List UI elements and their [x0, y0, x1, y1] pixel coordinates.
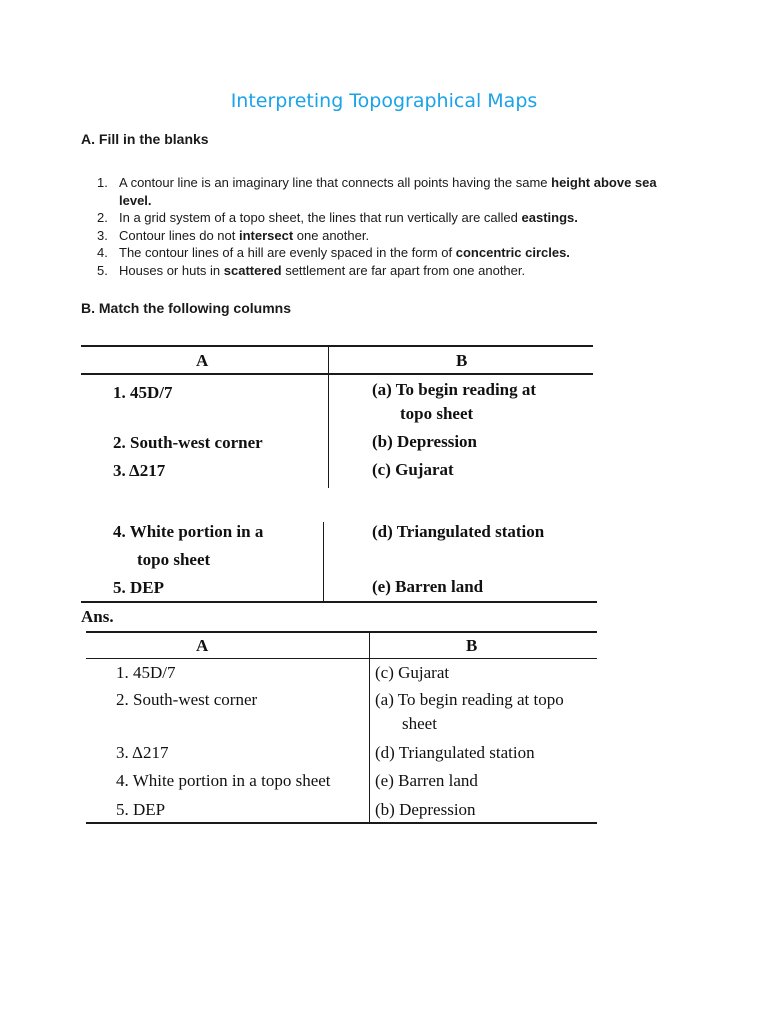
list-item: 2. In a grid system of a topo sheet, the lines that run vertically are called eastings. — [97, 210, 578, 225]
match-item-b: (c) Gujarat — [372, 460, 454, 479]
answer-item-b: sheet — [402, 714, 437, 733]
match-item-a: 4. White portion in a — [113, 522, 264, 541]
match-item-a: topo sheet — [137, 550, 211, 569]
match-item-b: topo sheet — [400, 404, 474, 423]
section-b-heading: B. Match the following columns — [81, 300, 291, 316]
page-title: Interpreting Topographical Maps — [230, 90, 538, 112]
answer-item-b: (e) Barren land — [375, 771, 478, 790]
match-item-b: (d) Triangulated station — [372, 522, 545, 541]
table-rule — [81, 601, 597, 603]
answer-item-b: (b) Depression — [375, 800, 476, 819]
table-rule — [81, 345, 593, 347]
answer-item-a: 1. 45D/7 — [116, 663, 176, 682]
list-item: 5. Houses or huts in scattered settlement are far apart from one another. — [97, 262, 526, 278]
match-item-a: 3. Δ217 — [113, 461, 166, 480]
answer-item-b: (d) Triangulated station — [375, 743, 535, 762]
match-item-b: (e) Barren land — [372, 577, 484, 596]
column-header-b: B — [466, 636, 478, 655]
column-divider — [369, 632, 370, 824]
answer-item-a: 4. White portion in a topo sheet — [116, 771, 331, 790]
list-item: 3. Contour lines do not intersect one another. — [97, 227, 370, 243]
answer-item-a: 5. DEP — [116, 800, 166, 819]
column-header-a: A — [196, 351, 209, 370]
table-rule — [81, 373, 593, 375]
answer-item-a: 3. Δ217 — [116, 743, 169, 762]
answer-item-b: (a) To begin reading at topo — [375, 690, 564, 709]
answer-item-a: 2. South-west corner — [116, 690, 258, 709]
answer-label: Ans. — [81, 607, 114, 626]
column-header-b: B — [456, 351, 468, 370]
list-item: 4. The contour lines of a hill are evenly spaced in the form of concentric circles. — [97, 245, 570, 260]
column-divider — [328, 346, 329, 488]
column-header-a: A — [196, 636, 209, 655]
list-item: 1. A contour line is an imaginary line that connects all points having the same height above sea level. — [97, 175, 657, 208]
answer-item-b: (c) Gujarat — [375, 663, 450, 682]
match-item-a: 2. South-west corner — [113, 433, 263, 452]
section-a-heading: A. Fill in the blanks — [81, 131, 209, 147]
match-item-a: 1. 45D/7 — [113, 383, 173, 402]
table-rule — [86, 631, 597, 633]
table-rule — [86, 658, 597, 659]
match-item-a: 5. DEP — [113, 578, 164, 597]
match-item-b: (b) Depression — [372, 432, 477, 451]
fill-in-blanks-list — [81, 174, 681, 279]
match-item-b: (a) To begin reading at — [372, 380, 537, 399]
table-rule — [86, 822, 597, 824]
column-divider — [323, 522, 324, 602]
